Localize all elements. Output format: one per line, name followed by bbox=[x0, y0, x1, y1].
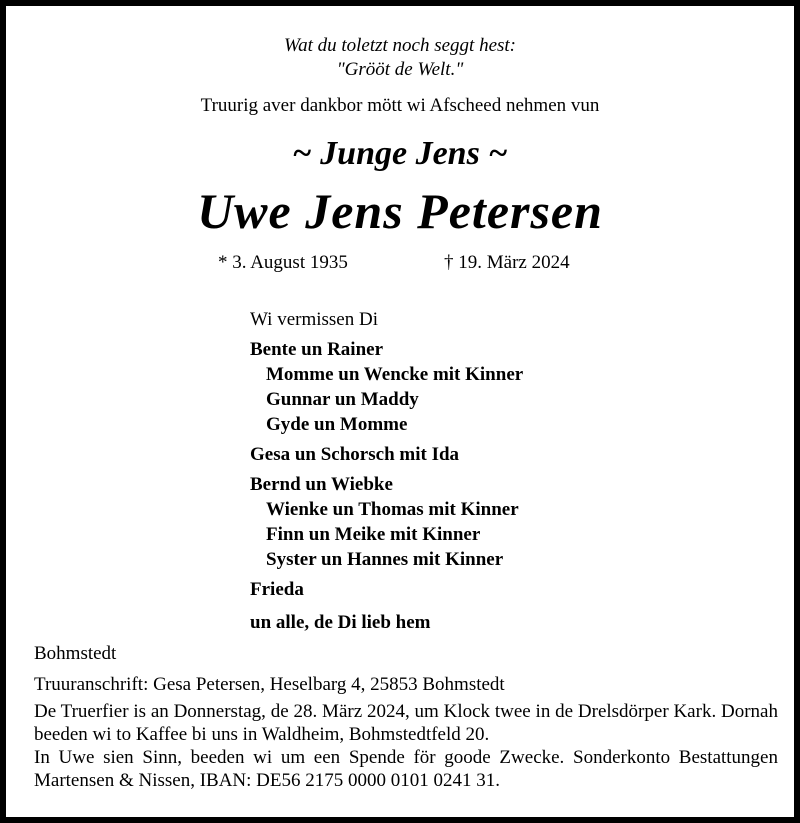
mourners-intro: Wi vermissen Di bbox=[250, 309, 378, 330]
mourner-member: Wienke un Thomas mit Kinner bbox=[266, 499, 519, 520]
mourner-member: Momme un Wencke mit Kinner bbox=[266, 364, 524, 385]
donation-note: In Uwe sien Sinn, beeden wi um een Spende för goode Zwecke. Sonderkonto Bestattungen Martensen & Nissen, IBAN: DE56 2175 0000 0101 0241 31. bbox=[34, 747, 778, 791]
service-details: De Truerfier is an Donnerstag, de 28. März 2024, um Klock twee in de Drelsdörper Kark. Dornah beeden wi to Kaffee bi uns in Waldheim, Bohmstedtfeld 20. bbox=[34, 701, 778, 745]
mourner-group-head: Bente un Rainer bbox=[250, 339, 383, 360]
mourner-member: Finn un Meike mit Kinner bbox=[266, 524, 481, 545]
motto-line-2: "Grööt de Welt." bbox=[336, 59, 464, 80]
deceased-name: Uwe Jens Petersen bbox=[197, 183, 603, 239]
mourning-address: Truuranschrift: Gesa Petersen, Heselbarg 4, 25853 Bohmstedt bbox=[34, 674, 505, 695]
mourner-group-head: Bernd un Wiebke bbox=[250, 474, 393, 495]
mourner-group-head: Gesa un Schorsch mit Ida bbox=[250, 444, 460, 465]
place: Bohmstedt bbox=[34, 643, 117, 664]
motto-line-1: Wat du toletzt noch seggt hest: bbox=[283, 35, 517, 56]
footer-info bbox=[34, 642, 778, 792]
motto bbox=[6, 34, 794, 82]
mourners-list bbox=[250, 307, 523, 635]
birth-date: * 3. August 1935 bbox=[218, 252, 348, 273]
nickname: ~ Junge Jens ~ bbox=[292, 135, 508, 172]
mourner-member: Gunnar un Maddy bbox=[266, 389, 419, 410]
death-date: † 19. März 2024 bbox=[444, 252, 570, 273]
mourner-member: Syster un Hannes mit Kinner bbox=[266, 549, 504, 570]
intro-text: Truurig aver dankbor mött wi Afscheed nehmen vun bbox=[200, 95, 600, 116]
mourners-closing: un alle, de Di lieb hem bbox=[250, 612, 431, 633]
mourner-group-head: Frieda bbox=[250, 579, 304, 600]
mourner-member: Gyde un Momme bbox=[266, 414, 408, 435]
